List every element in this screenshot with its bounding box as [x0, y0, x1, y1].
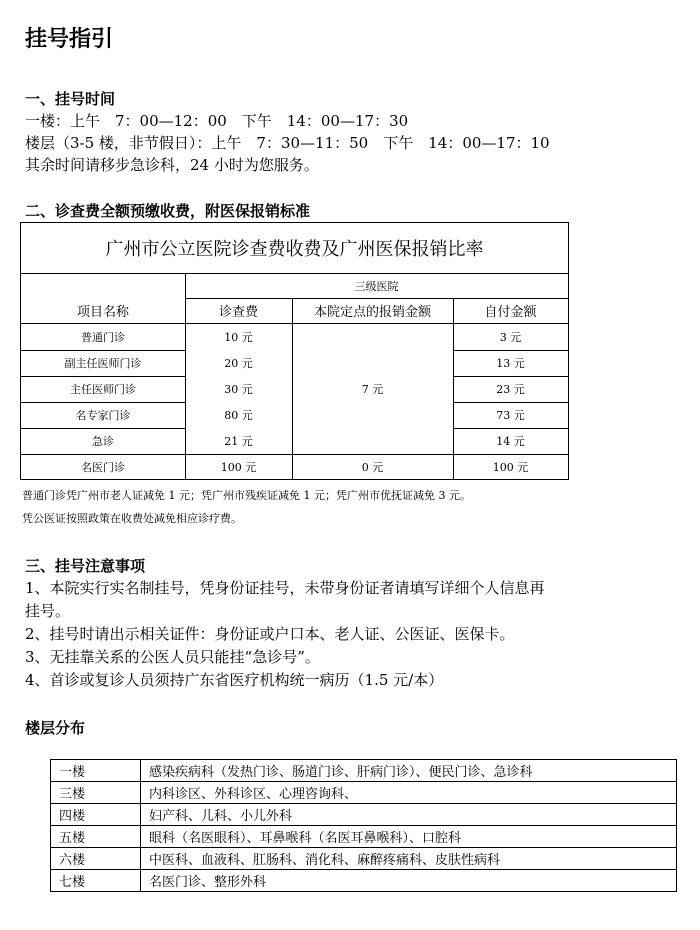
fee-cell: 30 元 — [224, 383, 253, 396]
item-name-cell: 急诊 — [92, 435, 114, 448]
floor-cell: 六楼 — [51, 848, 141, 870]
table-row — [51, 804, 677, 826]
floor-cell: 一楼 — [51, 760, 141, 782]
self-pay-cell: 13 元 — [496, 357, 525, 370]
column-header: 本院定点的报销金额 — [313, 305, 431, 320]
reimburse-cell: 0 元 — [361, 460, 384, 474]
notice-line: 2、挂号时请出示相关证件：身份证或户口本、老人证、公医证、医保卡。 — [25, 625, 515, 643]
fee-cell: 20 元 — [224, 357, 253, 370]
notice-line: 挂号。 — [25, 602, 71, 620]
table-row — [51, 870, 677, 892]
floor-cell: 七楼 — [51, 870, 141, 892]
fee-cell: 21 元 — [224, 435, 253, 448]
self-pay-cell: 3 元 — [499, 331, 522, 344]
notice-line: 1、本院实行实名制挂号，凭身份证挂号，未带身份证者请填写详细个人信息再 — [25, 579, 545, 597]
table-row — [51, 760, 677, 782]
table-row — [51, 848, 677, 870]
item-name-cell: 名医门诊 — [81, 460, 125, 474]
section-heading-fees: 二、诊查费全额预缴收费，附医保报销标准 — [25, 202, 311, 220]
page-title: 挂号指引 — [25, 27, 114, 52]
group-header: 三级医院 — [354, 279, 399, 293]
column-header: 诊查费 — [218, 305, 258, 320]
hours-line: 楼层（3-5 楼，非节假日）：上午 7：30—11：50 下午 14：00—17：10 — [25, 134, 550, 152]
self-pay-cell: 100 元 — [492, 460, 529, 474]
dept-cell: 感染疾病科（发热门诊、肠道门诊、肝病门诊）、便民门诊、急诊科 — [141, 760, 677, 782]
item-name-cell: 名专家门诊 — [75, 409, 131, 422]
item-name-cell: 普通门诊 — [81, 331, 125, 344]
floor-cell: 三楼 — [51, 782, 141, 804]
hours-line: 其余时间请移步急诊科，24 小时为您服务。 — [25, 156, 319, 174]
notice-line: 4、首诊或复诊人员须持广东省医疗机构统一病历（1.5 元/本） — [25, 671, 444, 689]
section-heading-notes: 三、挂号注意事项 — [25, 557, 146, 575]
notice-line: 3、无挂靠关系的公医人员只能挂“急诊号”。 — [25, 648, 320, 666]
dept-cell: 内科诊区、外科诊区、心理咨询科、 — [141, 782, 677, 804]
fee-cell: 10 元 — [224, 331, 253, 344]
section-heading-hours: 一、挂号时间 — [25, 90, 116, 108]
floor-table — [50, 759, 677, 892]
self-pay-cell: 14 元 — [496, 435, 525, 448]
reimburse-merged-cell: 7 元 — [361, 383, 384, 396]
floor-cell: 四楼 — [51, 804, 141, 826]
dept-cell: 妇产科、儿科、小儿外科 — [141, 804, 677, 826]
table-caption: 广州市公立医院诊查费收费及广州医保报销比率 — [105, 239, 484, 260]
floor-cell: 五楼 — [51, 826, 141, 848]
hours-line: 一楼：上午 7：00—12：00 下午 14：00—17：30 — [25, 112, 409, 130]
section-heading-floors: 楼层分布 — [25, 719, 86, 737]
fee-note: 凭公医证按照政策在收费处减免相应诊疗费。 — [22, 512, 242, 525]
item-name-cell: 主任医师门诊 — [70, 383, 136, 396]
dept-cell: 眼科（名医眼科）、耳鼻喉科（名医耳鼻喉科）、口腔科 — [141, 826, 677, 848]
fee-cell: 80 元 — [224, 409, 253, 422]
self-pay-cell: 73 元 — [496, 409, 525, 422]
item-name-cell: 副主任医师门诊 — [64, 357, 142, 370]
dept-cell: 名医门诊、整形外科 — [141, 870, 677, 892]
fee-table — [20, 222, 569, 480]
table-row — [51, 826, 677, 848]
column-header: 自付金额 — [484, 305, 537, 320]
column-header: 项目名称 — [76, 305, 129, 320]
dept-cell: 中医科、血液科、肛肠科、消化科、麻醉疼痛科、皮肤性病科 — [141, 848, 677, 870]
table-row — [51, 782, 677, 804]
fee-cell: 100 元 — [220, 460, 257, 474]
self-pay-cell: 23 元 — [496, 383, 525, 396]
fee-note: 普通门诊凭广州市老人证减免 1 元；凭广州市残疾证减免 1 元；凭广州市优抚证减免 3 元。 — [22, 489, 471, 502]
